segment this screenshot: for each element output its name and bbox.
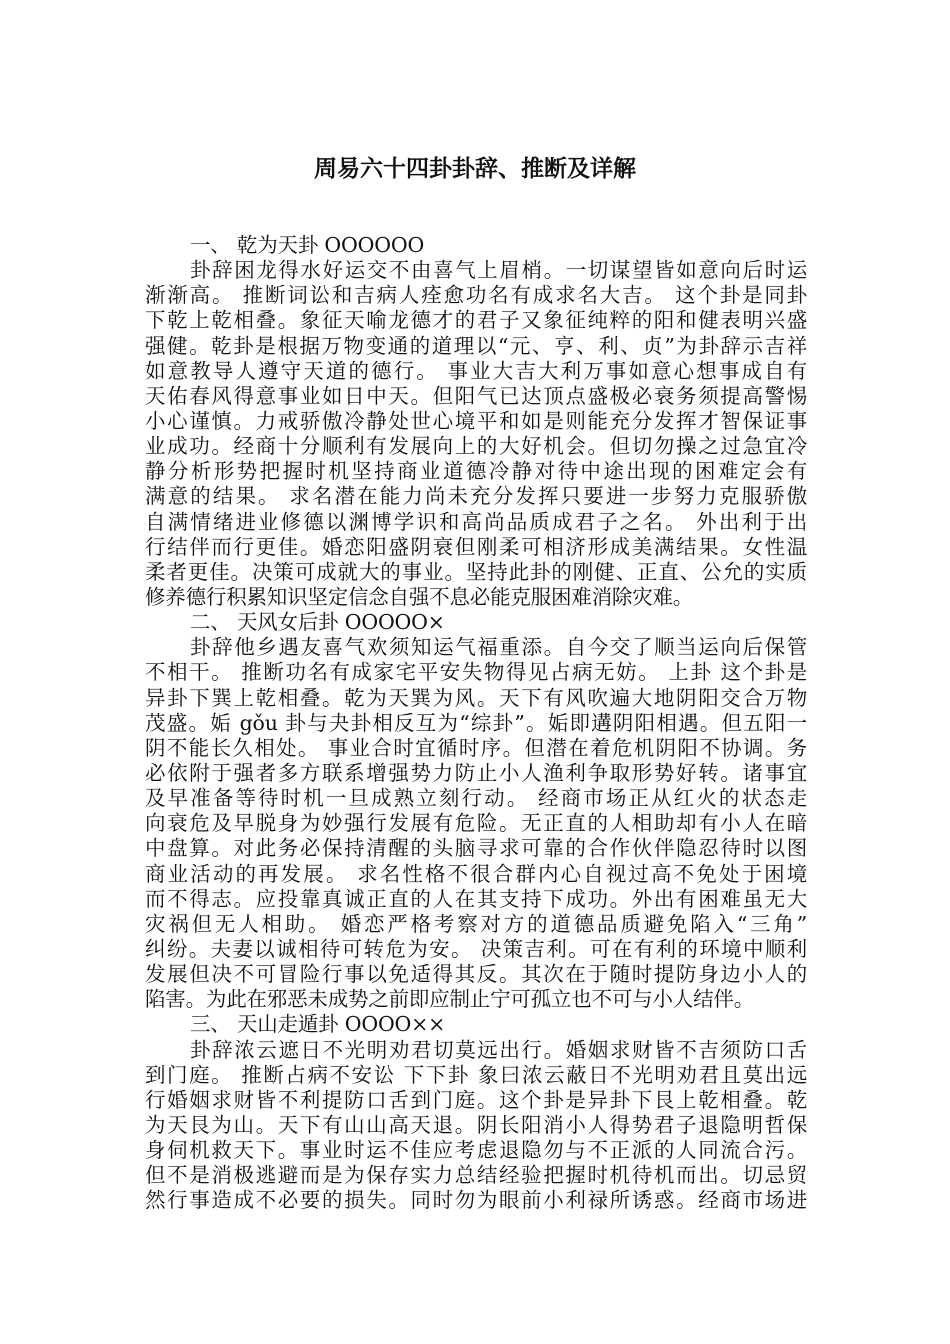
paragraph-line: 陷害。为此在邪恶未成势之前即应制止宁可孤立也不可与小人结伴。 xyxy=(145,987,754,1012)
paragraph-line: 满意的结果。 求名潜在能力尚未充分发挥只要进一步努力克服骄傲 xyxy=(145,484,807,509)
paragraph-line: 身伺机救天下。事业时运不佳应考虑退隐勿与不正派的人同流合污。 xyxy=(145,1138,807,1163)
paragraph-line: 然行事造成不必要的损失。同时勿为眼前小利禄所诱惑。经商市场进 xyxy=(145,1188,807,1213)
paragraph-line: 商业活动的再发展。 求名性格不很合群内心自视过高不免处于困境 xyxy=(145,861,807,886)
paragraph-line: 业成功。经商十分顺利有发展向上的大好机会。但切勿操之过急宜冷 xyxy=(145,434,807,459)
paragraph-line: 天佑春风得意事业如日中天。但阳气已达顶点盛极必衰务须提高警惕 xyxy=(145,383,807,408)
section-heading: 一、 乾为天卦 OOOOOO xyxy=(190,233,425,257)
paragraph-line: 向衰危及早脱身为妙强行发展有危险。无正直的人相助却有小人在暗 xyxy=(145,811,807,836)
paragraph-line: 茂盛。姤 gǒu 卦与夬卦相反互为“综卦”。姤即遘阴阳相遇。但五阳一 xyxy=(145,710,807,735)
paragraph-line: 下乾上乾相叠。象征天喻龙德才的君子又象征纯粹的阳和健表明兴盛 xyxy=(145,308,807,333)
paragraph-line: 小心谨慎。力戒骄傲冷静处世心境平和如是则能充分发挥才智保证事 xyxy=(145,408,807,433)
paragraph-line: 行结伴而行更佳。婚恋阳盛阴衰但刚柔可相济形成美满结果。女性温 xyxy=(145,534,807,559)
paragraph-line: 到门庭。 推断占病不安讼 下下卦 象曰浓云蔽日不光明劝君且莫出远 xyxy=(145,1062,807,1087)
paragraph-line: 而不得志。应投靠真诚正直的人在其支持下成功。外出有困难虽无大 xyxy=(145,886,807,911)
paragraph-line: 行婚姻求财皆不利提防口舌到门庭。这个卦是异卦下艮上乾相叠。乾 xyxy=(145,1087,807,1112)
paragraph-line: 灾祸但无人相助。 婚恋严格考察对方的道德品质避免陷入“三角” xyxy=(145,911,807,936)
paragraph-line: 自满情绪进业修德以渊博学识和高尚品质成君子之名。 外出利于出 xyxy=(145,509,807,534)
paragraph-line: 不相干。 推断功名有成家宅平安失物得见占病无妨。 上卦 这个卦是 xyxy=(145,660,807,685)
paragraph-line: 强健。乾卦是根据万物变通的道理以“元、亨、利、贞”为卦辞示吉祥 xyxy=(145,333,807,358)
paragraph-line: 及早准备等待时机一旦成熟立刻行动。 经商市场正从红火的状态走 xyxy=(145,786,807,811)
document-title: 周易六十四卦卦辞、推断及详解 xyxy=(314,156,636,182)
paragraph-line: 纠纷。夫妻以诚相待可转危为安。 决策吉利。可在有利的环境中顺利 xyxy=(145,936,807,961)
section-heading: 二、 天风女后卦 OOOOO× xyxy=(190,610,445,635)
paragraph-line: 修养德行积累知识坚定信念自强不息必能克服困难消除灾难。 xyxy=(145,584,694,609)
paragraph-line: 卦辞他乡遇友喜气欢须知运气福重添。自今交了顺当运向后保管 xyxy=(190,635,807,660)
paragraph-line: 渐渐高。 推断词讼和吉病人痊愈功名有成求名大吉。 这个卦是同卦 xyxy=(145,283,807,308)
section-heading: 三、 天山走遁卦 OOOO×× xyxy=(190,1012,446,1037)
paragraph-line: 柔者更佳。决策可成就大的事业。坚持此卦的刚健、正直、公允的实质 xyxy=(145,559,807,584)
paragraph-line: 但不是消极逃避而是为保存实力总结经验把握时机待机而出。切忌贸 xyxy=(145,1163,807,1188)
paragraph-line: 卦辞困龙得水好运交不由喜气上眉梢。一切谋望皆如意向后时运 xyxy=(190,258,807,283)
paragraph-line: 必依附于强者多方联系增强势力防止小人渔利争取形势好转。诸事宜 xyxy=(145,760,807,785)
paragraph-line: 如意教导人遵守天道的德行。 事业大吉大利万事如意心想事成自有 xyxy=(145,358,807,383)
paragraph-line: 静分析形势把握时机坚持商业道德冷静对待中途出现的困难定会有 xyxy=(145,459,807,484)
paragraph-line: 为天艮为山。天下有山山高天退。阴长阳消小人得势君子退隐明哲保 xyxy=(145,1112,807,1137)
paragraph-line: 卦辞浓云遮日不光明劝君切莫远出行。婚姻求财皆不吉须防口舌 xyxy=(190,1037,807,1062)
document-body xyxy=(145,233,807,1213)
paragraph-line: 中盘算。对此务必保持清醒的头脑寻求可靠的合作伙伴隐忍待时以图 xyxy=(145,836,807,861)
paragraph-line: 发展但决不可冒险行事以免适得其反。其次在于随时提防身边小人的 xyxy=(145,962,807,987)
paragraph-line: 异卦下巽上乾相叠。乾为天巽为风。天下有风吹遍大地阴阳交合万物 xyxy=(145,685,807,710)
paragraph-line: 阴不能长久相处。 事业合时宜循时序。但潜在着危机阴阳不协调。务 xyxy=(145,735,807,760)
